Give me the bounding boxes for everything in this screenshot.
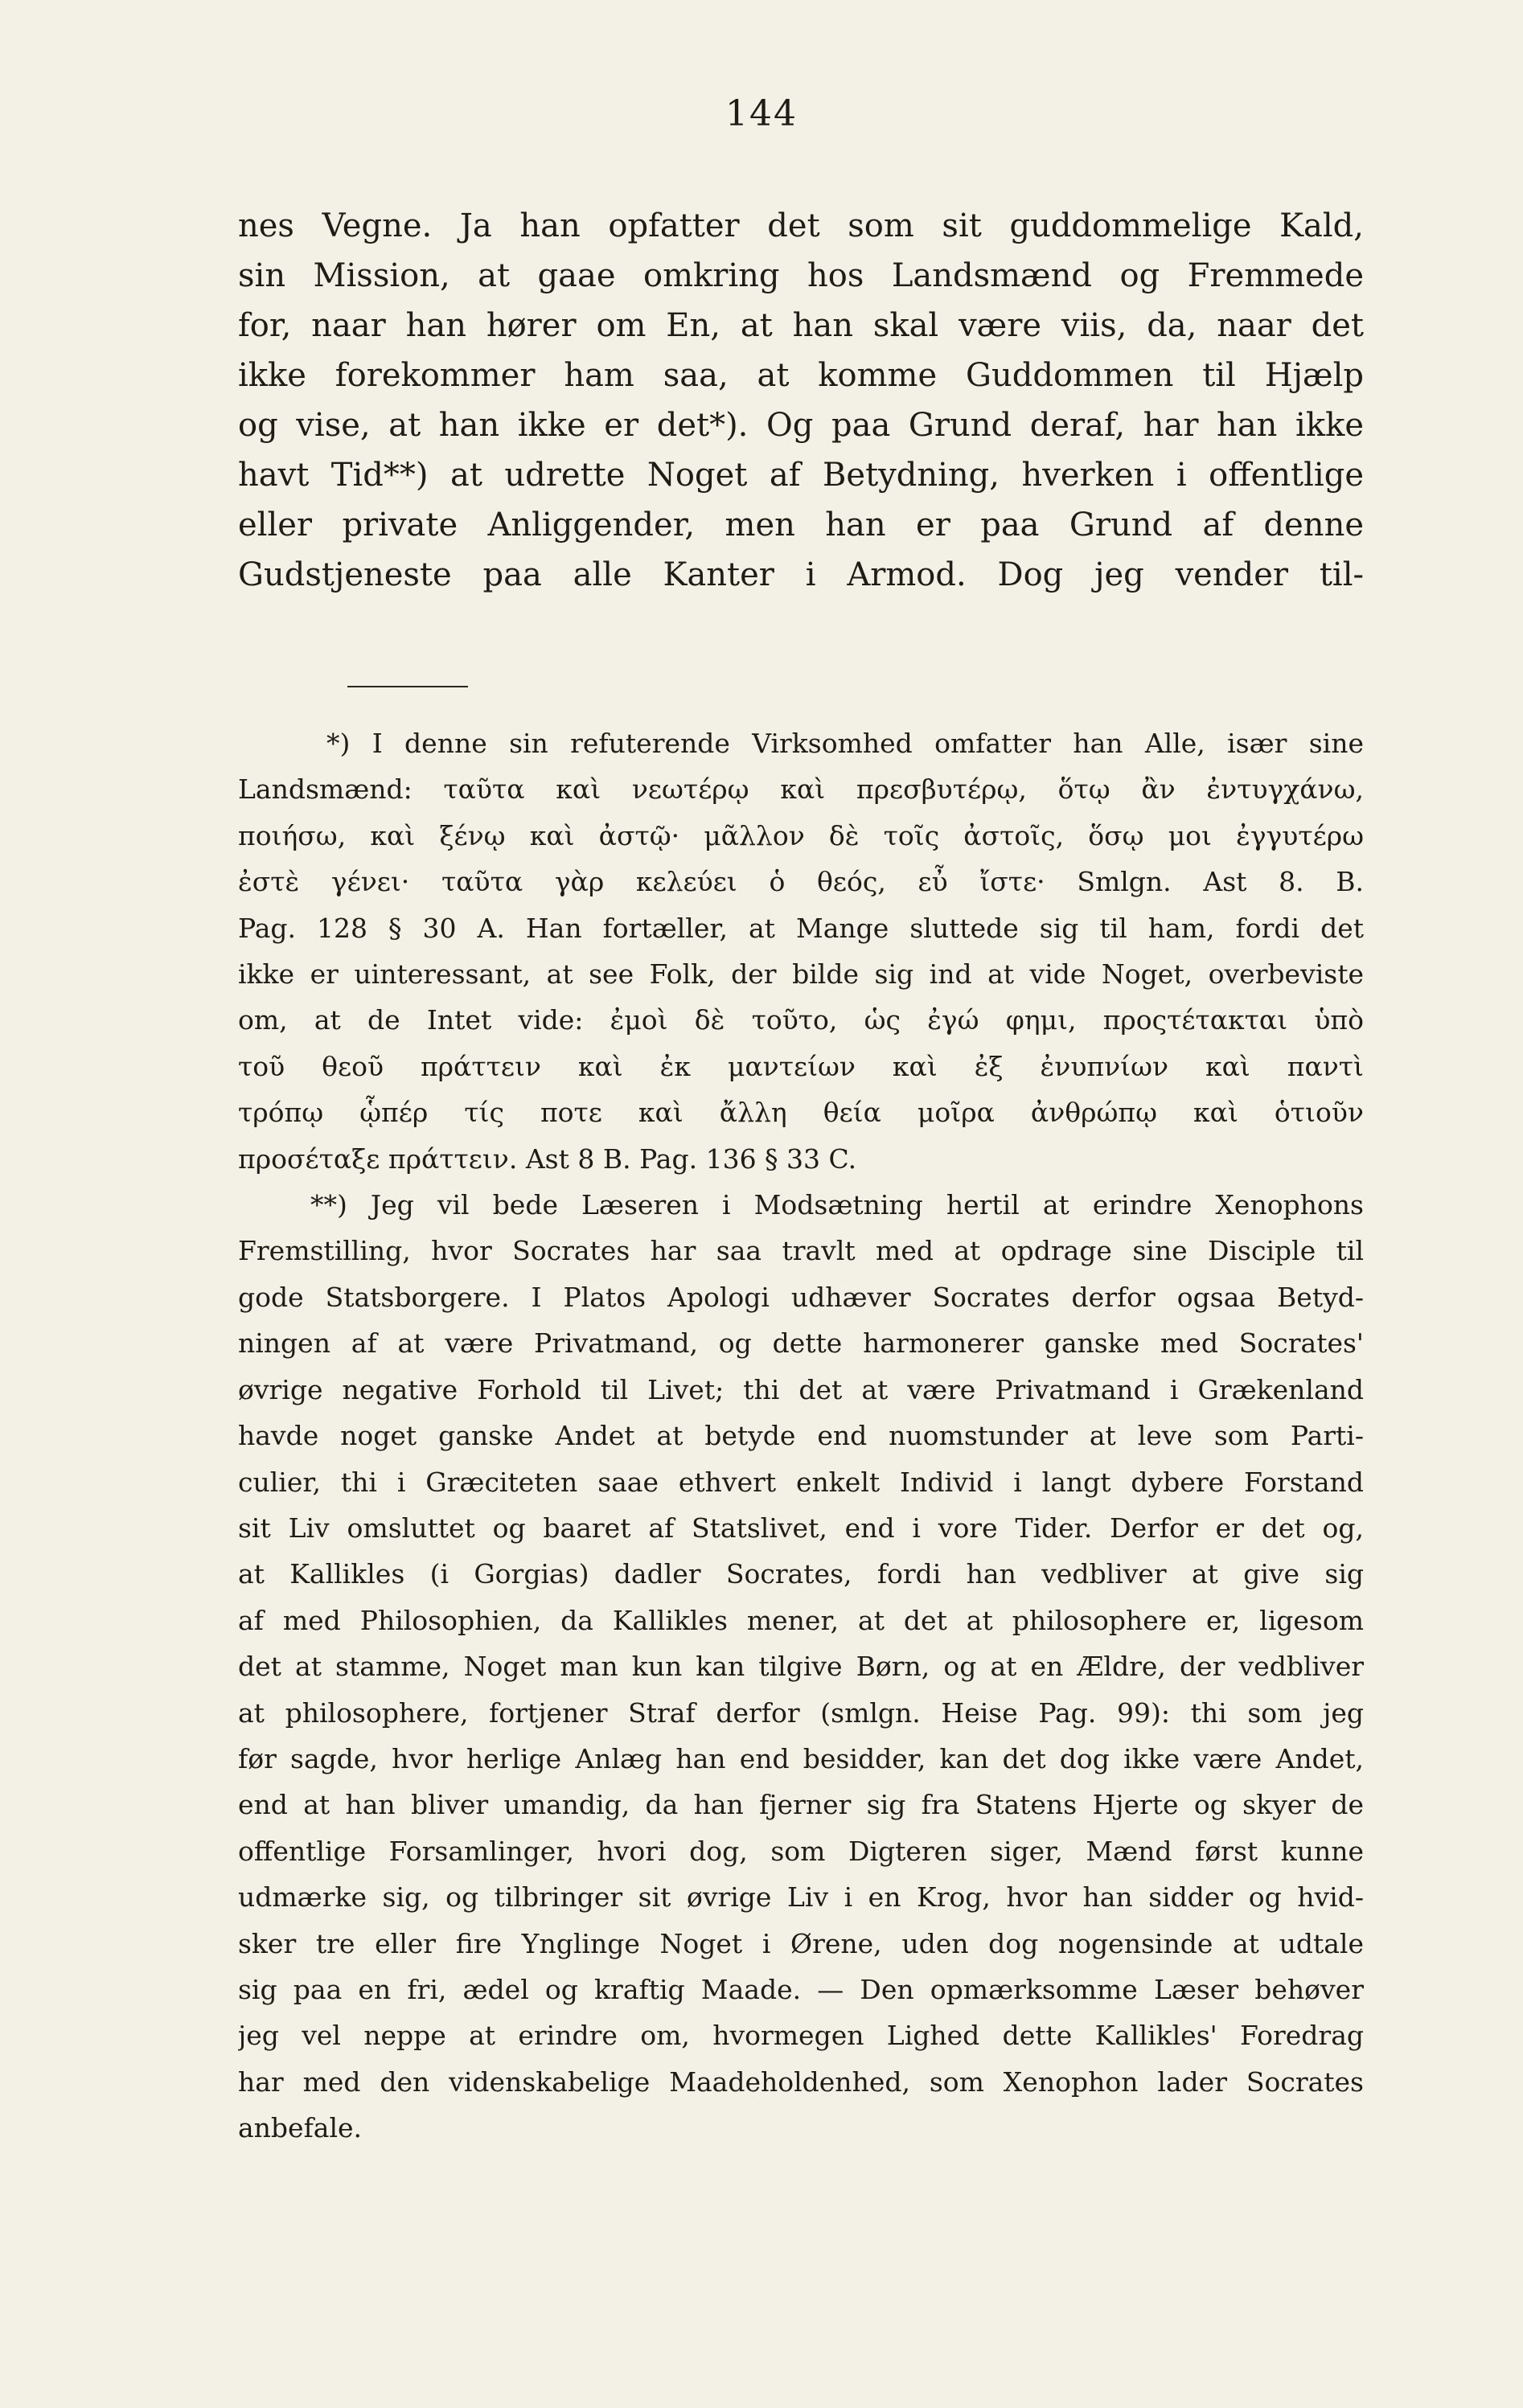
footnote-line: øvrige negative Forhold til Livet; thi det at være Privatmand i Grækenland <box>238 1373 1364 1405</box>
footnote-line: τοῦ θεοῦ πράττειν καὶ ἐκ μαντείων καὶ ἐξ ἐνυπνίων καὶ παντὶ <box>238 1050 1364 1082</box>
footnote-line: før sagde, hvor herlige Anlæg han end besidder, kan det dog ikke være Andet, <box>238 1742 1364 1774</box>
footnote-line: *) I denne sin refuterende Virksomhed omfatter han Alle, især sine <box>326 728 1364 759</box>
main-text-line: nes Vegne. Ja han opfatter det som sit guddommelige Kald, <box>238 207 1364 244</box>
footnote-line: προσέταξε πράττειν. Ast 8 B. Pag. 136 § 33 C. <box>238 1142 857 1175</box>
main-text-line: havt Tid**) at udrette Noget af Betydning, hverken i offentlige <box>238 457 1364 494</box>
footnote-line: Landsmænd: ταῦτα καὶ νεωτέρῳ καὶ πρεσβυτέρῳ, ὅτῳ ἂν ἐντυγχάνω, <box>238 773 1364 806</box>
footnote-line: at philosophere, fortjener Straf derfor (smlgn. Heise Pag. 99): thi som jeg <box>238 1696 1364 1729</box>
footnote-line: om, at de Intet vide: ἐμοὶ δὲ τοῦτο, ὡς ἐγώ φημι, προςτέτακται ὑπὸ <box>238 1004 1364 1036</box>
footnote-line: offentlige Forsamlinger, hvori dog, som Digteren siger, Mænd først kunne <box>238 1835 1364 1867</box>
main-text-line: og vise, at han ikke er det*). Og paa Grund deraf, har han ikke <box>238 407 1364 444</box>
main-text-line: for, naar han hører om En, at han skal være viis, da, naar det <box>238 307 1364 344</box>
footnote-1 <box>238 720 1364 1182</box>
footnote-line: havde noget ganske Andet at betyde end nuomstunder at leve som Parti- <box>238 1420 1364 1452</box>
page-number: 144 <box>725 93 798 134</box>
footnote-line: jeg vel neppe at erindre om, hvormegen Lighed dette Kallikles' Foredrag <box>238 2020 1364 2052</box>
footnote-line: ἐστὲ γένει· ταῦτα γὰρ κελεύει ὁ θεός, εὖ ἴστε· Smlgn. Ast 8. B. <box>238 866 1364 898</box>
main-text-line: sin Mission, at gaae omkring hos Landsmænd og Fremmede <box>238 257 1364 294</box>
footnote-line: **) Jeg vil bede Læseren i Modsætning hertil at erindre Xenophons <box>310 1189 1364 1221</box>
footnote-line: ποιήσω, καὶ ξένῳ καὶ ἀστῷ· μᾶλλον δὲ τοῖς ἀστοῖς, ὅσῳ μοι ἐγγυτέρω <box>238 819 1364 851</box>
footnote-line: det at stamme, Noget man kun kan tilgive Børn, og at en Ældre, der vedbliver <box>238 1651 1364 1683</box>
footnotes <box>238 720 1364 2152</box>
main-text-line: ikke forekommer ham saa, at komme Guddommen til Hjælp <box>238 357 1364 394</box>
main-text-line: Gudstjeneste paa alle Kanter i Armod. Dog jeg vender til- <box>238 556 1364 593</box>
footnote-line: anbefale. <box>238 2112 363 2144</box>
main-text <box>238 201 1364 600</box>
footnote-line: Fremstilling, hvor Socrates har saa travlt med at opdrage sine Disciple til <box>238 1235 1364 1267</box>
footnote-2 <box>238 1182 1364 2152</box>
footnote-divider <box>347 686 468 687</box>
footnote-line: sig paa en fri, ædel og kraftig Maade. — Den opmærksomme Læser behøver <box>238 1973 1364 2005</box>
footnote-line: at Kallikles (i Gorgias) dadler Socrates, fordi han vedbliver at give sig <box>238 1558 1364 1590</box>
main-text-line: eller private Anliggender, men han er paa Grund af denne <box>238 507 1364 544</box>
footnote-line: culier, thi i Græciteten saae ethvert enkelt Individ i langt dybere Forstand <box>238 1466 1364 1498</box>
footnote-line: ningen af at være Privatmand, og dette harmonerer ganske med Socrates' <box>238 1327 1364 1360</box>
footnote-line: sker tre eller fire Ynglinge Noget i Ørene, uden dog nogensinde at udtale <box>238 1927 1364 1959</box>
footnote-line: ikke er uinteressant, at see Folk, der bilde sig ind at vide Noget, overbeviste <box>238 958 1364 991</box>
footnote-line: har med den videnskabelige Maadeholdenhed, som Xenophon lader Socrates <box>238 2065 1364 2098</box>
footnote-line: sit Liv omsluttet og baaret af Statslivet, end i vore Tider. Derfor er det og, <box>238 1512 1364 1544</box>
footnote-line: gode Statsborgere. I Platos Apologi udhæver Socrates derfor ogsaa Betyd- <box>238 1281 1364 1313</box>
footnote-line: end at han bliver umandig, da han fjerner sig fra Statens Hjerte og skyer de <box>238 1789 1364 1821</box>
footnote-line: Pag. 128 § 30 A. Han fortæller, at Mange sluttede sig til ham, fordi det <box>238 912 1364 944</box>
footnote-line: af med Philosophien, da Kallikles mener, at det at philosophere er, ligesom <box>238 1604 1364 1636</box>
footnote-line: udmærke sig, og tilbringer sit øvrige Liv i en Krog, hvor han sidder og hvid- <box>238 1881 1364 1914</box>
footnote-line: τρόπῳ ᾧπέρ τίς ποτε καὶ ἄλλη θεία μοῖρα ἀνθρώπῳ καὶ ὁτιοῦν <box>238 1097 1364 1129</box>
